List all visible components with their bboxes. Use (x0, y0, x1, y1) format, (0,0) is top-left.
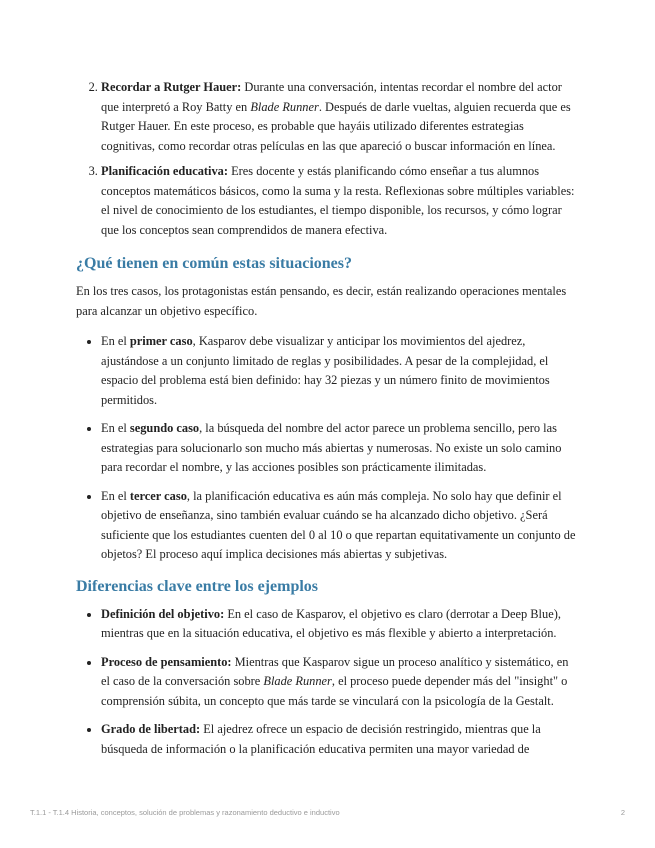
item-bold: segundo caso (129, 421, 200, 435)
item-text: , Kasparov debe visualizar y anticipar los movimientos del ajedrez, ajustándose a un conjunto limitado de reglas y posibilidades. A pesar de la complejidad, el espacio del problema está bien definido: hay 32 piezas y un número finito de movimientos permitidos. (101, 334, 550, 407)
page-footer (30, 808, 625, 817)
item-italic: Blade Runner (263, 674, 332, 688)
page-content (76, 78, 580, 768)
item-bold: tercer caso (129, 488, 187, 503)
list-item (101, 78, 580, 156)
item-bold: Grado de libertad: (101, 722, 201, 736)
bullet-list (76, 605, 580, 760)
section-intro: En los tres casos, los protagonistas están pensando, es decir, están realizando operaciones mentales para alcanzar un objetivo específico. (76, 284, 567, 318)
item-bold: Definición del objetivo: (101, 606, 225, 621)
item-bold: Proceso de pensamiento: (101, 654, 232, 669)
item-title: Recordar a Rutger Hauer: (101, 80, 242, 94)
item-text: En el (101, 488, 130, 503)
numbered-list (76, 78, 580, 240)
list-item (101, 162, 580, 240)
section-heading: ¿Qué tienen en común estas situaciones? (76, 255, 352, 272)
item-text: Mientras que Kasparov sigue un proceso analítico y sistemático, en el caso de la conversación sobre (101, 654, 569, 688)
footer-text: T.1.1 - T.1.4 Historia, conceptos, solución de problemas y razonamiento deductivo e inductivo (30, 808, 340, 817)
page-number: 2 (620, 808, 625, 817)
item-text: . Después de darle vueltas, alguien recuerda que es Rutger Hauer. En este proceso, es probable que hayáis utilizado diferentes estrategias cognitivas, como recordar otras películas en las que apareció o buscar información en línea. (101, 99, 571, 153)
list-item (101, 720, 580, 759)
list-item (101, 332, 580, 410)
bullet-list (76, 332, 580, 565)
list-item (101, 605, 580, 644)
list-item (101, 419, 580, 478)
item-text: En el (101, 421, 130, 435)
item-text: , la búsqueda del nombre del actor parece un problema sencillo, pero las estrategias para solucionarlo son mucho más abiertas y numerosas. No existe un solo camino para recordar el nombre, y las acciones posibles son prácticamente ilimitadas. (101, 421, 562, 474)
item-text: En el (101, 334, 130, 348)
item-text: , la planificación educativa es aún más compleja. No solo hay que definir el objetivo de enseñanza, sino también evaluar cuándo se ha alcanzado dicho objetivo. ¿Será suficiente que los estudiantes cuenten del 0 al 10 o que repartan equitativamente un conjunto de objetos? El proceso aquí implica decisiones más abiertas y subjetivas. (101, 488, 576, 561)
item-italic: Blade Runner (250, 99, 319, 114)
item-text: Durante una conversación, intentas recordar el nombre del actor que interpretó a Roy Batty en (101, 80, 562, 114)
item-text: Eres docente y estás planificando cómo enseñar a tus alumnos conceptos matemáticos básicos, como la suma y la resta. Reflexionas sobre múltiples variables: el nivel de conocimiento de los estudiantes, el tiempo disponible, los recursos, y cómo lograr que los conceptos sean comprendidos de manera efectiva. (101, 164, 575, 237)
item-bold: primer caso (129, 334, 193, 348)
section-heading: Diferencias clave entre los ejemplos (76, 577, 319, 595)
item-text: El ajedrez ofrece un espacio de decisión restringido, mientras que la búsqueda de información o la planificación educativa permiten una mayor variedad de (101, 722, 541, 756)
item-text: En el caso de Kasparov, el objetivo es claro (derrotar a Deep Blue), mientras que en la situación educativa, el objetivo es más flexible y abierto a interpretación. (101, 606, 561, 640)
item-text: , el proceso puede depender más del "insight" o comprensión súbita, un concepto que más tarde se vinculará con la psicología de la Gestalt. (101, 674, 568, 708)
list-item (101, 653, 580, 712)
item-title: Planificación educativa: (101, 164, 228, 178)
list-item (101, 487, 580, 565)
